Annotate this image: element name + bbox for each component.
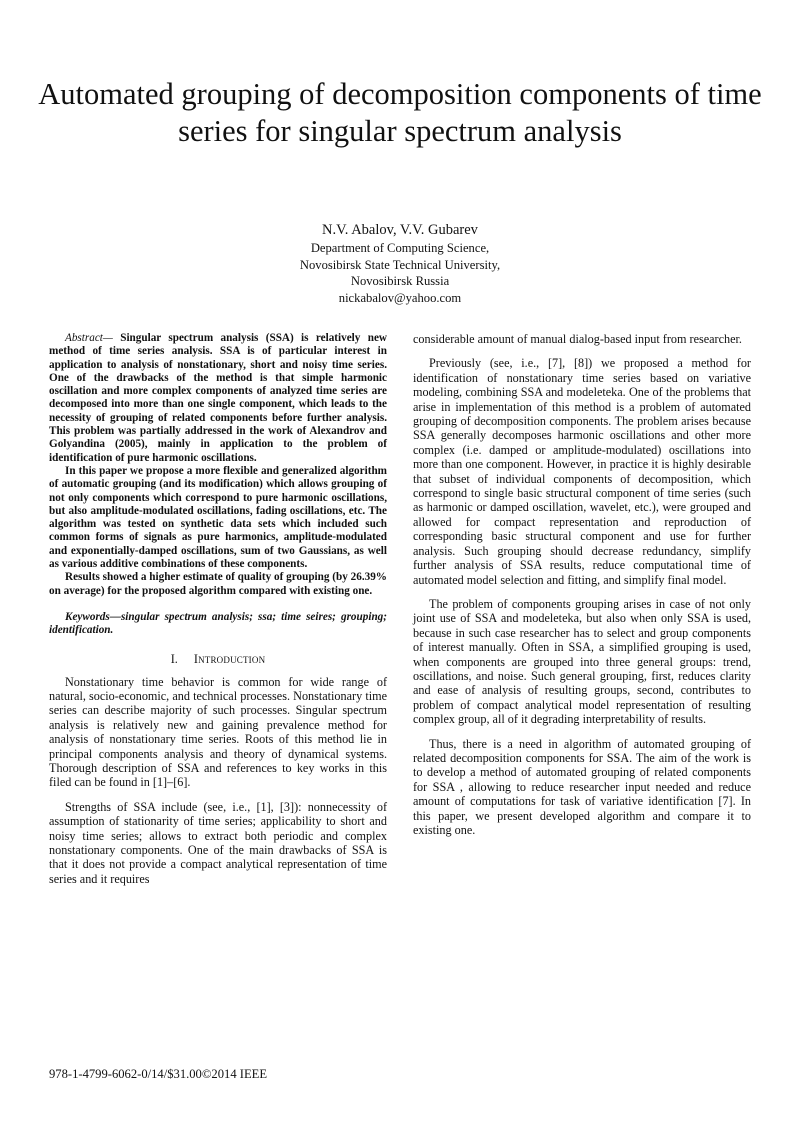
right-paragraph-3: Thus, there is a need in algorithm of automated grouping of related decomposition components for SSA. The aim of the work is to develop a method of automated grouping of related components for SSA , allowing to reduce researcher input needed and reduce amount of computations for task of variative identification [7]. In this paper, we present developed algorithm and compare it to existing one. <box>413 736 751 837</box>
abstract-text-1: Singular spectrum analysis (SSA) is relatively new method of time series analysis. SSA is of particular interest in application to analysis of nonstationary, short and noisy time series. One of the drawbacks of the method is that simple harmonic oscillation and more complex components of analyzed time series are decomposed into more than one single component, which leads to the necessity of grouping of related components before further analysis. This problem was partially addressed in the work of Alexandrov and Golyandina (2005), mainly in application to the problem of identification of pure harmonic oscillations. <box>49 332 387 464</box>
abstract-paragraph-1 <box>49 332 387 465</box>
affiliation-department: Department of Computing Science, <box>310 241 490 255</box>
keywords-text: singular spectrum analysis; ssa; time seires; grouping; identification. <box>49 610 387 637</box>
paper-title: Automated grouping of decomposition components of time series for singular spectrum analysis <box>38 77 762 148</box>
affiliation-university: Novosibirsk State Technical University, <box>299 257 501 272</box>
author-names: N.V. Abalov, V.V. Gubarev <box>322 222 478 238</box>
copyright-footer: 978-1-4799-6062-0/14/$31.00©2014 IEEE <box>49 1067 268 1081</box>
author-affiliation <box>200 240 600 306</box>
section-heading <box>49 652 387 666</box>
keywords-label: Keywords— <box>65 610 121 623</box>
keywords <box>49 611 387 638</box>
abstract <box>49 332 387 598</box>
left-column <box>49 332 387 886</box>
right-paragraph-1: Previously (see, i.e., [7], [8]) we proposed a method for identification of nonstationary time series based on variative modeling, combining SSA and modeleteka. One of the problems that arise in implementation of this method is a problem of automated grouping of decomposition components. The problem arises because SSA generally decomposes harmonic oscillations and other more complex (i.e. damped or amplitude-modulated) oscillations into more than one component. However, in practice it is highly desirable that subset of individual components of decomposition, which correspond to single basic structural component of time series (such as harmonic or damped oscillation, wavelet, etc.), were grouped and allowed for compact representation and reproduction of corresponding basic structural component and use for further analysis. Such grouping should decrease redundancy, simplify further analysis of SSA results, reduce computational time of automated model selection and fitting, and simplify final model. <box>413 356 751 587</box>
section-number: I. <box>170 651 178 666</box>
affiliation-email: nickabalov@yahoo.com <box>338 290 462 305</box>
abstract-label: Abstract <box>65 332 103 344</box>
abstract-dash: — <box>102 332 121 344</box>
abstract-paragraph-2: In this paper we propose a more flexible and generalized algorithm of automatic grouping (and its modification) which allows grouping of not only components which correspond to pure harmonic oscillations, but also amplitude-modulated oscillations, fading oscillations, etc. The algorithm was tested on synthetic data sets which included such common forms of signals as pure harmonics, amplitude-modulated and exponentially-damped oscillations, sum of two Gaussians, as well as various additive combinations of these components. <box>49 464 387 571</box>
section-title: Introduction <box>193 651 266 666</box>
right-paragraph-continued: considerable amount of manual dialog-based input from researcher. <box>413 332 742 346</box>
affiliation-location: Novosibirsk Russia <box>350 274 450 288</box>
right-column <box>413 332 751 837</box>
abstract-paragraph-3: Results showed a higher estimate of quality of grouping (by 26.39% on average) for the proposed algorithm compared with existing one. <box>49 571 387 597</box>
right-paragraph-2: The problem of components grouping arises in case of not only joint use of SSA and modeleteka, but also when only SSA is used, because in such case researcher has to select and group components of interest manually. Often in SSA, a simplified grouping is used, when components are grouped into three general groups: trend, oscillations, and noise. Such general grouping, first, reduces clarity and ease of analysis of resulting groups, second, contributes to problem of compact analytical model representation of resulting complex group, all of it degrading interpretability of results. <box>413 596 751 727</box>
intro-paragraph-2: Strengths of SSA include (see, i.e., [1], [3]): nonnecessity of assumption of stationarity of time series; applicability to short and noisy time series; allows to extract both periodic and complex nonstationary components. One of the main drawbacks of SSA is that it does not provide a compact analytical representation of time series and it requires <box>49 799 387 886</box>
intro-paragraph-1: Nonstationary time behavior is common for wide range of natural, socio-economic, and technical processes. Nonstationary time series can describe majority of such processes. Singular spectrum analysis is relatively new and gaining prevalence method for analysis of nonstationary time series. Roots of this method lie in principal components analysis and theory of dynamical systems. Thorough description of SSA and references to key works in this filed can be found in [1]–[6]. <box>49 674 387 790</box>
